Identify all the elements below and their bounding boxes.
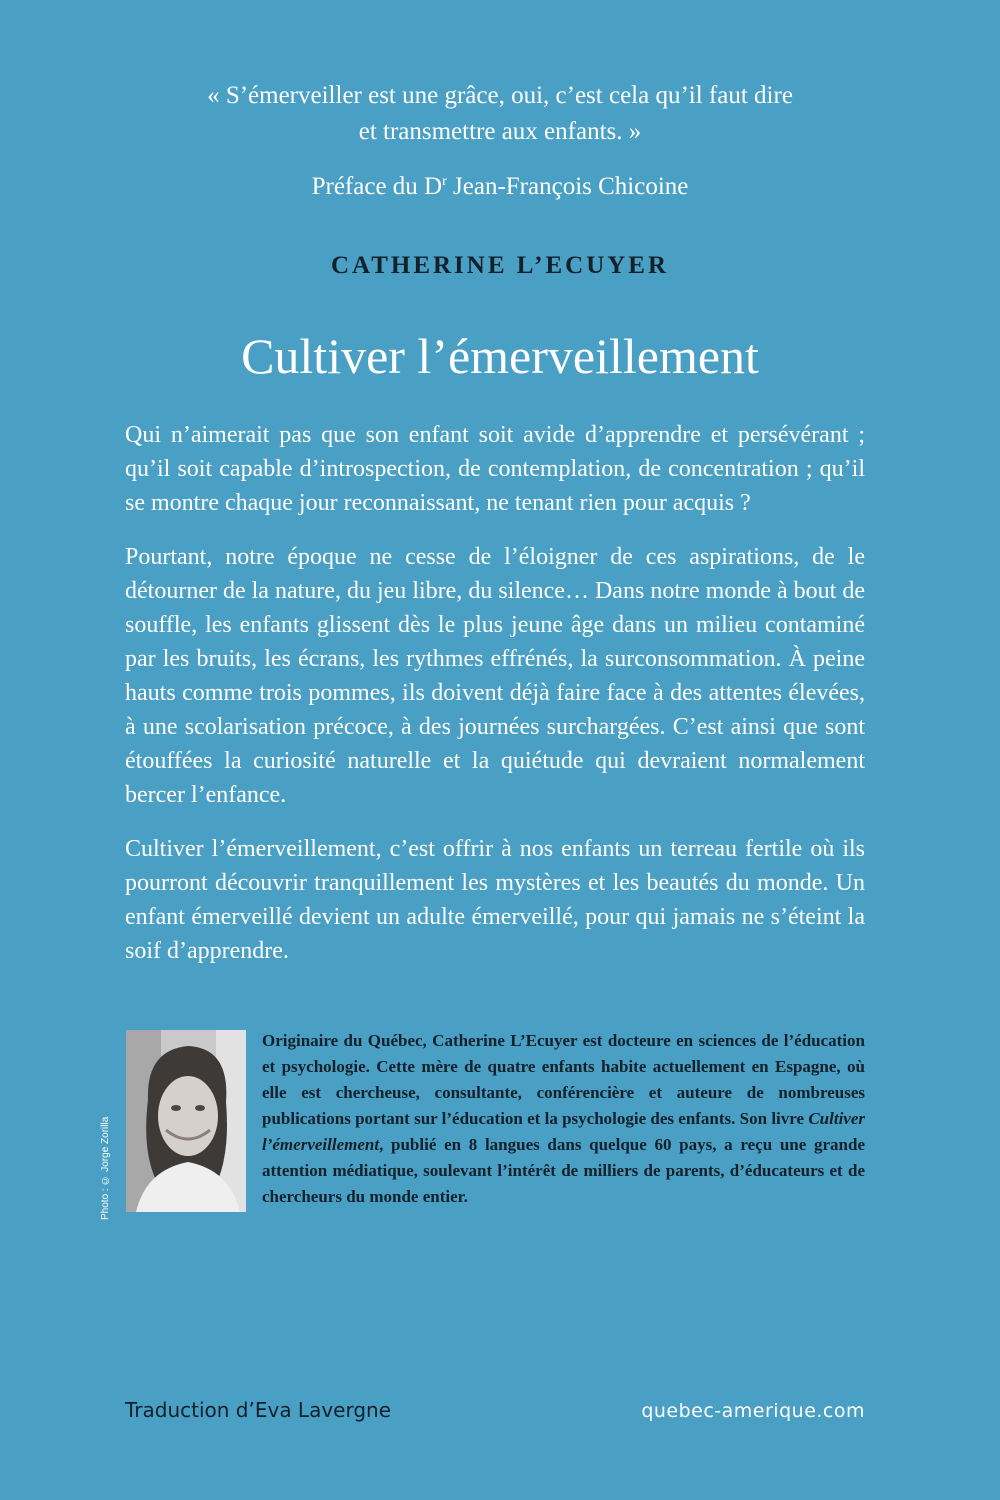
blurb-text: [125, 418, 865, 988]
author-photo: [126, 1030, 246, 1212]
blurb-paragraph-1: Qui n’aimerait pas que son enfant soit avide d’apprendre et persévérant ; qu’il soit capable d’introspection, de contemplation, de concentration ; qu’il se montre chaque jour reconnaissant, ne tenant rien pour acquis ?: [125, 422, 865, 516]
epigraph-quote: [0, 78, 1000, 150]
preface-before: Préface du D: [311, 173, 443, 200]
preface-sup: r: [442, 174, 447, 189]
author-name: CATHERINE L’ECUYER: [330, 252, 670, 279]
photo-credit: Photo : © Jorge Zorilla: [100, 1116, 111, 1220]
blurb-paragraph-3: Cultiver l’émerveillement, c’est offrir à nos enfants un terreau fertile où ils pourront découvrir tranquillement les mystères et les beautés du monde. Un enfant émerveillé devient un adulte émerveillé, pour qui jamais ne s’éteint la soif d’apprendre.: [125, 836, 865, 964]
author-portrait-image: [126, 1030, 246, 1212]
translator-credit: Traduction d’Eva Lavergne: [125, 1398, 392, 1422]
book-title: Cultiver l’émerveillement: [241, 328, 759, 384]
quote-line-1: « S’émerveiller est une grâce, oui, c’est cela qu’il faut dire: [207, 82, 793, 109]
bio-book-title: Cultiver l’émerveillement: [262, 1109, 865, 1154]
bio-text-before: Originaire du Québec, Catherine L’Ecuyer est docteure en sciences de l’éducation et psychologie. Cette mère de quatre enfants habite actuellement en Espagne, où elle est chercheuse, consultante, conférencière et auteure de nombreuses publications portant sur l’éducation et la psychologie des enfants. Son livre: [262, 1031, 865, 1128]
bio-text-after: , publié en 8 langues dans quelque 60 pays, a reçu une grande attention médiatique, soulevant l’intérêt de milliers de parents, d’éducateurs et de chercheurs du monde entier.: [262, 1135, 865, 1206]
author-bio: [262, 1028, 865, 1210]
blurb-paragraph-2: Pourtant, notre époque ne cesse de l’éloigner de ces aspirations, de le détourner de la nature, du jeu libre, du silence… Dans notre monde à bout de souffle, les enfants glissent dès le plus jeune âge dans un milieu contaminé par les bruits, les écrans, les rythmes effrénés, la surconsommation. À peine hauts comme trois pommes, ils doivent déjà faire face à des attentes élevées, à une scolarisation précoce, à des journées surchargées. C’est ainsi que sont étouffées la curiosité naturelle et la quiétude qui devraient normalement bercer l’enfance.: [125, 544, 865, 808]
publisher-website: quebec-amerique.com: [641, 1400, 865, 1422]
preface-credit: [0, 164, 1000, 205]
preface-after: Jean-François Chicoine: [446, 173, 689, 200]
quote-line-2: et transmettre aux enfants. »: [358, 118, 642, 145]
